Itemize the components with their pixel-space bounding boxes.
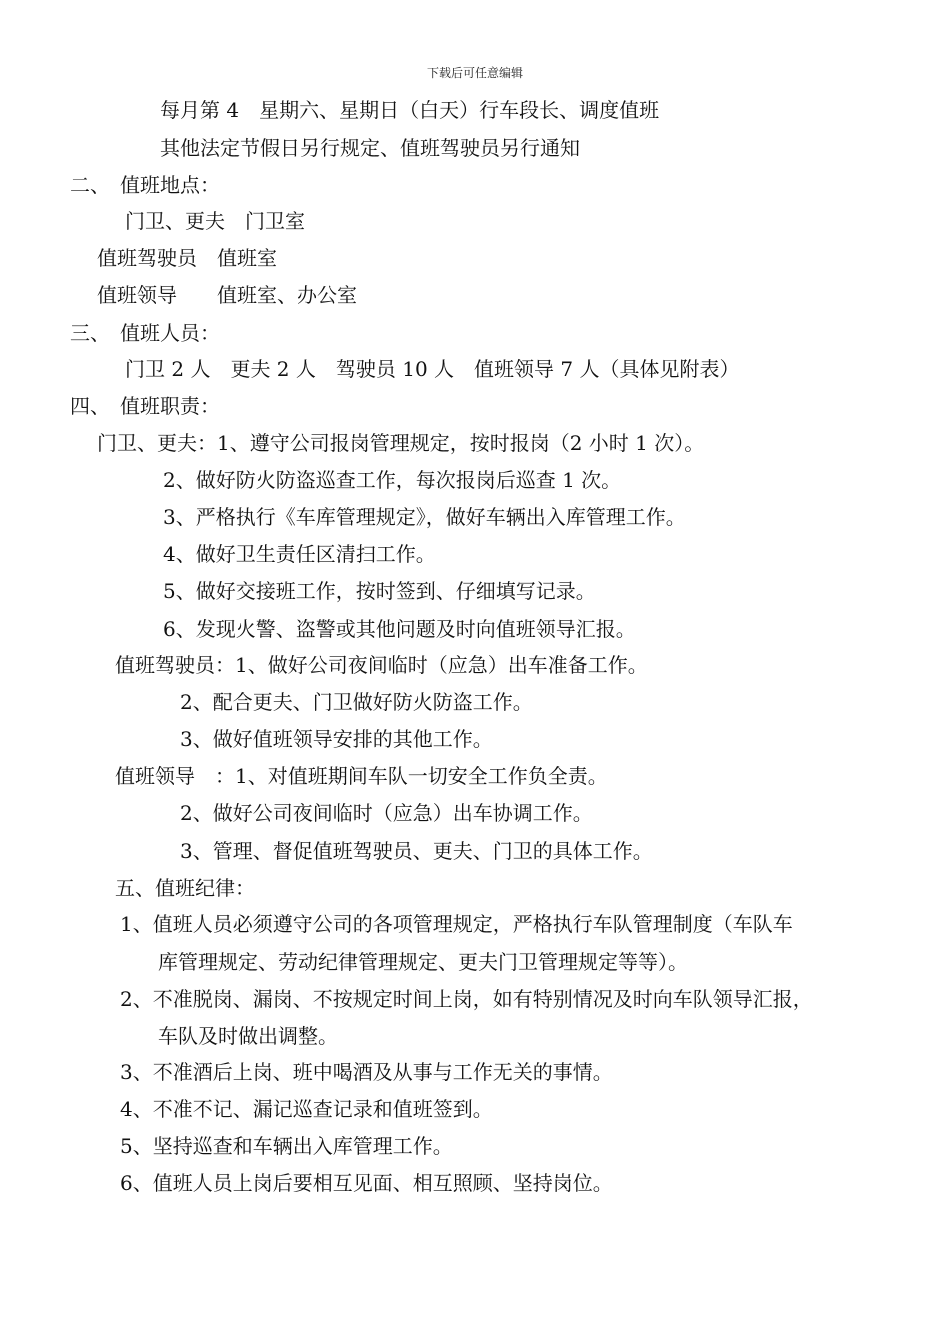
section-heading: 三、 值班人员： xyxy=(70,321,220,345)
text-line: 3、不准酒后上岗、班中喝酒及从事与工作无关的事情。 xyxy=(120,1060,613,1084)
text-line: 1、值班人员必须遵守公司的各项管理规定，严格执行车队管理制度（车队车 xyxy=(120,912,793,936)
section-heading: 五、值班纪律： xyxy=(115,876,255,900)
text-line: 每月第 4 星期六、星期日（白天）行车段长、调度值班 xyxy=(160,98,660,122)
text-line: 值班驾驶员 值班室 xyxy=(97,246,277,270)
text-line: 6、发现火警、盗警或其他问题及时向值班领导汇报。 xyxy=(163,617,636,641)
text-line: 门卫 2 人 更夫 2 人 驾驶员 10 人 值班领导 7 人（具体见附表） xyxy=(125,357,740,381)
text-line: 车队及时做出调整。 xyxy=(158,1024,338,1048)
text-line: 5、做好交接班工作，按时签到、仔细填写记录。 xyxy=(163,579,596,603)
text-line: 2、做好公司夜间临时（应急）出车协调工作。 xyxy=(180,801,593,825)
text-line: 值班领导 值班室、办公室 xyxy=(97,283,357,307)
text-line: 2、配合更夫、门卫做好防火防盗工作。 xyxy=(180,690,533,714)
section-heading: 二、 值班地点： xyxy=(70,173,220,197)
section-heading: 四、 值班职责： xyxy=(70,394,220,418)
text-line: 5、坚持巡查和车辆出入库管理工作。 xyxy=(120,1134,453,1158)
text-line: 值班驾驶员：1、做好公司夜间临时（应急）出车准备工作。 xyxy=(115,653,648,677)
text-line: 值班领导 ：1、对值班期间车队一切安全工作负全责。 xyxy=(115,764,608,788)
text-line: 6、值班人员上岗后要相互见面、相互照顾、坚持岗位。 xyxy=(120,1171,613,1195)
text-line: 4、做好卫生责任区清扫工作。 xyxy=(163,542,436,566)
text-line: 门卫、更夫：1、遵守公司报岗管理规定，按时报岗（2 小时 1 次）。 xyxy=(97,431,705,455)
text-line: 3、做好值班领导安排的其他工作。 xyxy=(180,727,493,751)
text-line: 3、管理、督促值班驾驶员、更夫、门卫的具体工作。 xyxy=(180,839,653,863)
text-line: 门卫、更夫 门卫室 xyxy=(125,209,305,233)
text-line: 2、做好防火防盗巡查工作，每次报岗后巡查 1 次。 xyxy=(163,468,622,492)
text-line: 3、严格执行《车库管理规定》，做好车辆出入库管理工作。 xyxy=(163,505,686,529)
text-line: 其他法定节假日另行规定、值班驾驶员另行通知 xyxy=(160,136,580,160)
text-line: 2、不准脱岗、漏岗、不按规定时间上岗，如有特别情况及时向车队领导汇报， xyxy=(120,987,813,1011)
text-line: 4、不准不记、漏记巡查记录和值班签到。 xyxy=(120,1097,493,1121)
page-header: 下载后可任意编辑 xyxy=(426,66,523,80)
text-line: 库管理规定、劳动纪律管理规定、更夫门卫管理规定等等）。 xyxy=(158,950,688,974)
